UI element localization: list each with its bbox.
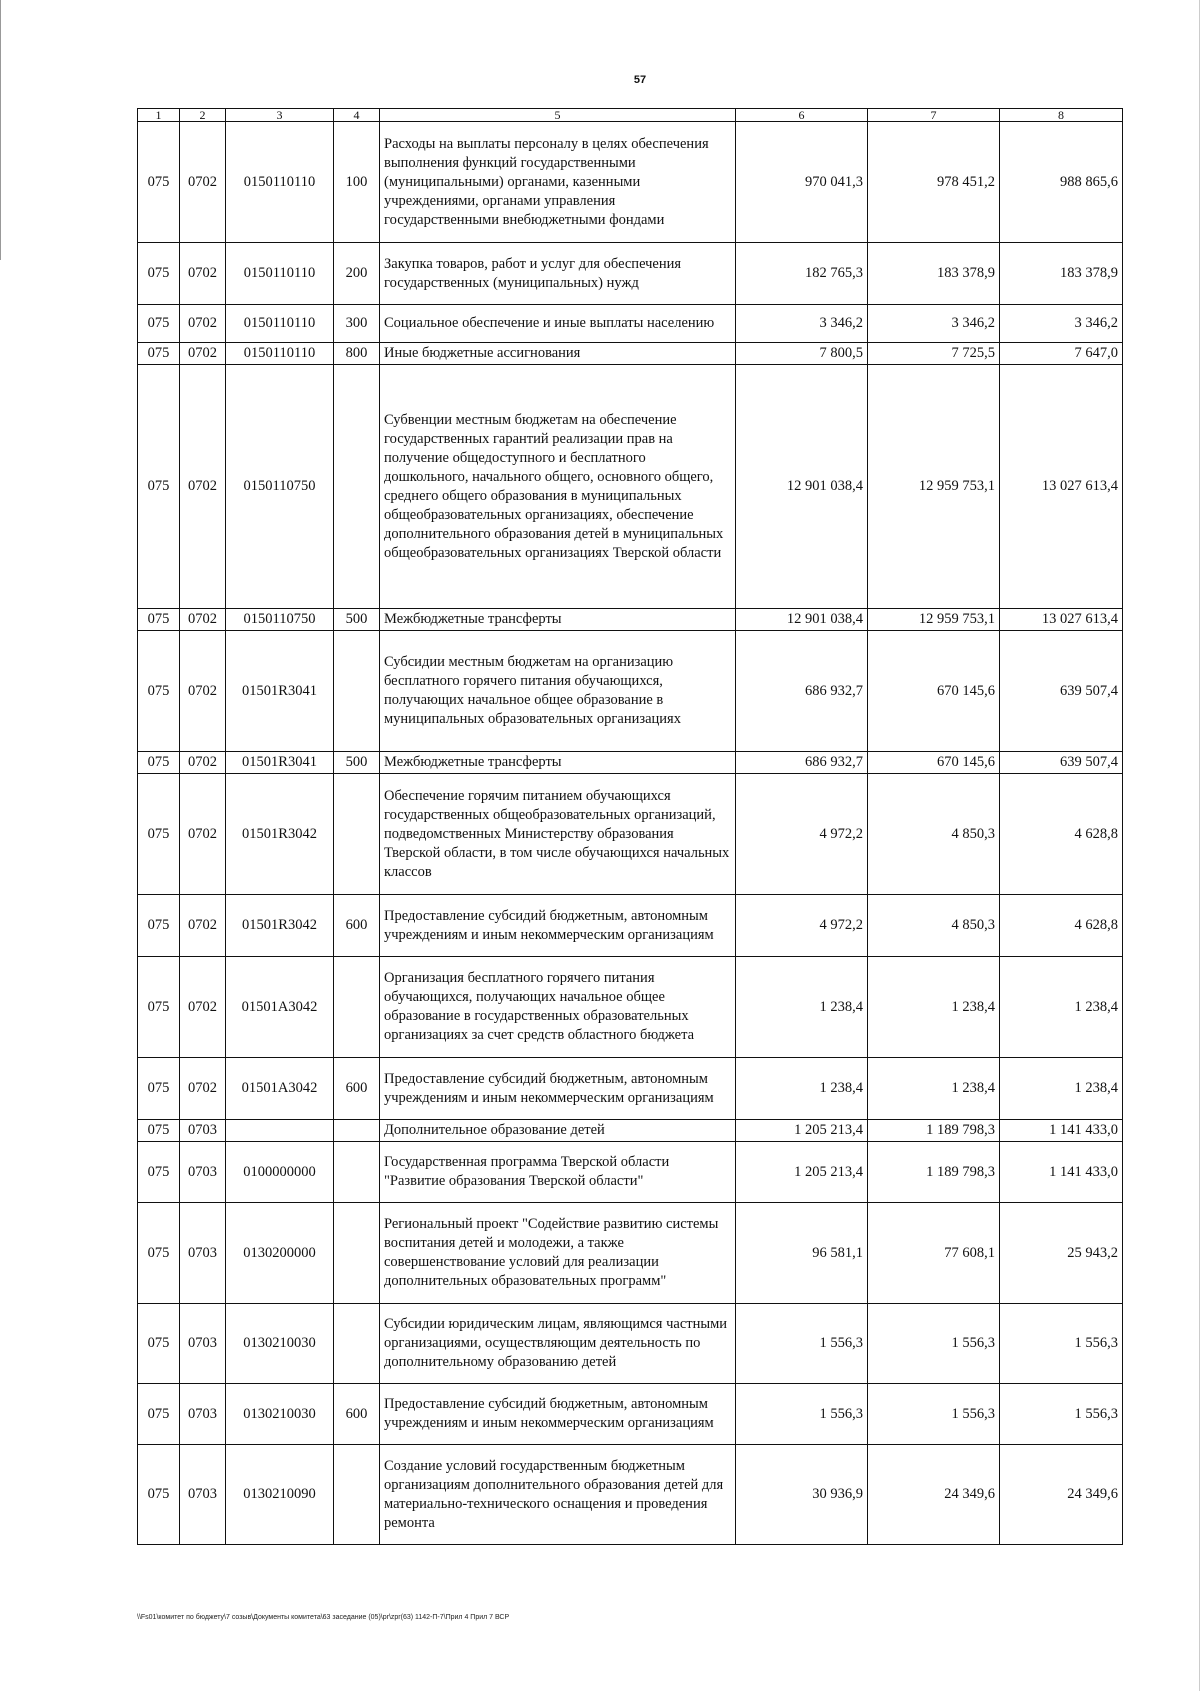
description: Дополнительное образование детей xyxy=(380,1120,736,1142)
table-row xyxy=(138,1142,1123,1203)
code-section: 0702 xyxy=(180,631,226,752)
code-target: 0150110750 xyxy=(226,609,334,631)
code-admin: 075 xyxy=(138,1445,180,1545)
value-col8: 13 027 613,4 xyxy=(1000,609,1123,631)
value-col8: 7 647,0 xyxy=(1000,343,1123,365)
code-expense-type xyxy=(334,1304,380,1384)
code-section: 0703 xyxy=(180,1384,226,1445)
table-row xyxy=(138,752,1123,774)
value-col6: 30 936,9 xyxy=(736,1445,868,1545)
code-target: 0100000000 xyxy=(226,1142,334,1203)
table-row xyxy=(138,305,1123,343)
table-row xyxy=(138,631,1123,752)
value-col8: 639 507,4 xyxy=(1000,631,1123,752)
code-expense-type: 500 xyxy=(334,609,380,631)
value-col7: 3 346,2 xyxy=(868,305,1000,343)
value-col7: 1 238,4 xyxy=(868,957,1000,1058)
footer-file-path: \\Fs01\комитет по бюджету\7 созыв\Документы комитета\63 заседание (05)\pr\zpr(63) 1142-П-7\Прил 4 Прил 7 ВСР xyxy=(137,1614,510,1621)
value-col7: 1 238,4 xyxy=(868,1058,1000,1120)
col-header-3: 3 xyxy=(226,109,334,122)
description: Субсидии местным бюджетам на организацию бесплатного горячего питания обучающихся, получающих начальное общее образование в муниципальных образовательных организациях xyxy=(380,631,736,752)
value-col8: 13 027 613,4 xyxy=(1000,365,1123,609)
code-expense-type xyxy=(334,1120,380,1142)
table-row xyxy=(138,609,1123,631)
code-admin: 075 xyxy=(138,752,180,774)
description: Социальное обеспечение и иные выплаты населению xyxy=(380,305,736,343)
code-target: 01501R3041 xyxy=(226,752,334,774)
code-target xyxy=(226,1120,334,1142)
code-admin: 075 xyxy=(138,1304,180,1384)
code-target: 0130210030 xyxy=(226,1384,334,1445)
code-target: 0150110750 xyxy=(226,365,334,609)
description: Предоставление субсидий бюджетным, автономным учреждениям и иным некоммерческим организациям xyxy=(380,1384,736,1445)
value-col6: 970 041,3 xyxy=(736,122,868,243)
code-admin: 075 xyxy=(138,774,180,895)
value-col6: 1 238,4 xyxy=(736,957,868,1058)
code-section: 0702 xyxy=(180,122,226,243)
code-expense-type xyxy=(334,365,380,609)
value-col8: 4 628,8 xyxy=(1000,774,1123,895)
code-admin: 075 xyxy=(138,957,180,1058)
code-expense-type xyxy=(334,631,380,752)
margin-mark-left xyxy=(0,0,1,260)
code-target: 0150110110 xyxy=(226,343,334,365)
description: Государственная программа Тверской области "Развитие образования Тверской области" xyxy=(380,1142,736,1203)
value-col7: 4 850,3 xyxy=(868,895,1000,957)
description: Региональный проект "Содействие развитию системы воспитания детей и молодежи, а также совершенствование условий для реализации дополнительных образовательных программ" xyxy=(380,1203,736,1304)
table-row xyxy=(138,243,1123,305)
value-col8: 25 943,2 xyxy=(1000,1203,1123,1304)
code-section: 0703 xyxy=(180,1203,226,1304)
table-row xyxy=(138,1304,1123,1384)
description: Закупка товаров, работ и услуг для обеспечения государственных (муниципальных) нужд xyxy=(380,243,736,305)
value-col8: 3 346,2 xyxy=(1000,305,1123,343)
value-col7: 24 349,6 xyxy=(868,1445,1000,1545)
code-target: 0150110110 xyxy=(226,305,334,343)
code-target: 01501A3042 xyxy=(226,1058,334,1120)
value-col7: 7 725,5 xyxy=(868,343,1000,365)
col-header-8: 8 xyxy=(1000,109,1123,122)
value-col6: 686 932,7 xyxy=(736,631,868,752)
table-row xyxy=(138,957,1123,1058)
value-col6: 7 800,5 xyxy=(736,343,868,365)
value-col6: 1 205 213,4 xyxy=(736,1120,868,1142)
code-expense-type: 600 xyxy=(334,1058,380,1120)
value-col7: 183 378,9 xyxy=(868,243,1000,305)
code-target: 0150110110 xyxy=(226,122,334,243)
code-admin: 075 xyxy=(138,1120,180,1142)
value-col7: 1 189 798,3 xyxy=(868,1120,1000,1142)
value-col7: 670 145,6 xyxy=(868,752,1000,774)
description: Обеспечение горячим питанием обучающихся государственных общеобразовательных организаций, подведомственных Министерству образования Тверской области, в том числе обучающихся начальных классов xyxy=(380,774,736,895)
value-col7: 978 451,2 xyxy=(868,122,1000,243)
value-col6: 1 205 213,4 xyxy=(736,1142,868,1203)
code-section: 0702 xyxy=(180,243,226,305)
value-col8: 1 238,4 xyxy=(1000,957,1123,1058)
page-number: 57 xyxy=(633,74,647,86)
col-header-6: 6 xyxy=(736,109,868,122)
code-section: 0702 xyxy=(180,774,226,895)
value-col7: 1 556,3 xyxy=(868,1304,1000,1384)
value-col6: 12 901 038,4 xyxy=(736,609,868,631)
value-col6: 1 556,3 xyxy=(736,1384,868,1445)
description: Субсидии юридическим лицам, являющимся частными организациями, осуществляющим деятельность по дополнительному образованию детей xyxy=(380,1304,736,1384)
table-row xyxy=(138,895,1123,957)
code-section: 0703 xyxy=(180,1120,226,1142)
value-col6: 1 556,3 xyxy=(736,1304,868,1384)
value-col8: 1 238,4 xyxy=(1000,1058,1123,1120)
col-header-4: 4 xyxy=(334,109,380,122)
code-expense-type xyxy=(334,1203,380,1304)
code-section: 0703 xyxy=(180,1304,226,1384)
col-header-2: 2 xyxy=(180,109,226,122)
code-section: 0702 xyxy=(180,365,226,609)
description: Предоставление субсидий бюджетным, автономным учреждениям и иным некоммерческим организациям xyxy=(380,895,736,957)
code-target: 01501A3042 xyxy=(226,957,334,1058)
code-expense-type xyxy=(334,1445,380,1545)
code-admin: 075 xyxy=(138,1142,180,1203)
code-expense-type xyxy=(334,774,380,895)
code-section: 0702 xyxy=(180,895,226,957)
col-header-7: 7 xyxy=(868,109,1000,122)
table-row xyxy=(138,1120,1123,1142)
code-expense-type: 100 xyxy=(334,122,380,243)
value-col7: 1 189 798,3 xyxy=(868,1142,1000,1203)
value-col7: 12 959 753,1 xyxy=(868,609,1000,631)
table-row xyxy=(138,122,1123,243)
description: Предоставление субсидий бюджетным, автономным учреждениям и иным некоммерческим организациям xyxy=(380,1058,736,1120)
value-col7: 77 608,1 xyxy=(868,1203,1000,1304)
code-expense-type: 300 xyxy=(334,305,380,343)
code-section: 0702 xyxy=(180,343,226,365)
code-admin: 075 xyxy=(138,343,180,365)
value-col8: 1 141 433,0 xyxy=(1000,1142,1123,1203)
code-expense-type: 600 xyxy=(334,895,380,957)
code-admin: 075 xyxy=(138,122,180,243)
col-header-1: 1 xyxy=(138,109,180,122)
description: Расходы на выплаты персоналу в целях обеспечения выполнения функций государственными (муниципальными) органами, казенными учреждениями, органами управления государственными внебюджетными фондами xyxy=(380,122,736,243)
value-col8: 1 141 433,0 xyxy=(1000,1120,1123,1142)
budget-table xyxy=(137,108,1123,1545)
value-col8: 183 378,9 xyxy=(1000,243,1123,305)
table-row xyxy=(138,1203,1123,1304)
value-col8: 4 628,8 xyxy=(1000,895,1123,957)
code-target: 01501R3042 xyxy=(226,774,334,895)
code-expense-type: 200 xyxy=(334,243,380,305)
description: Межбюджетные трансферты xyxy=(380,752,736,774)
table-row xyxy=(138,1384,1123,1445)
description: Организация бесплатного горячего питания обучающихся, получающих начальное общее образование в государственных образовательных организациях за счет средств областного бюджета xyxy=(380,957,736,1058)
code-admin: 075 xyxy=(138,1203,180,1304)
code-section: 0703 xyxy=(180,1142,226,1203)
value-col6: 3 346,2 xyxy=(736,305,868,343)
value-col8: 1 556,3 xyxy=(1000,1384,1123,1445)
value-col6: 4 972,2 xyxy=(736,774,868,895)
code-admin: 075 xyxy=(138,365,180,609)
code-admin: 075 xyxy=(138,1058,180,1120)
value-col7: 12 959 753,1 xyxy=(868,365,1000,609)
value-col6: 96 581,1 xyxy=(736,1203,868,1304)
description: Субвенции местным бюджетам на обеспечение государственных гарантий реализации прав на получение общедоступного и бесплатного дошкольного, начального общего, основного общего, среднего общего образования в муниципальных общеобразовательных организациях, обеспечение дополнительного образования детей в муниципальных общеобразовательных организациях Тверской области xyxy=(380,365,736,609)
column-number-row xyxy=(138,109,1123,122)
value-col8: 988 865,6 xyxy=(1000,122,1123,243)
value-col7: 670 145,6 xyxy=(868,631,1000,752)
value-col8: 1 556,3 xyxy=(1000,1304,1123,1384)
code-admin: 075 xyxy=(138,1384,180,1445)
col-header-5: 5 xyxy=(380,109,736,122)
value-col8: 639 507,4 xyxy=(1000,752,1123,774)
description: Иные бюджетные ассигнования xyxy=(380,343,736,365)
value-col7: 4 850,3 xyxy=(868,774,1000,895)
code-admin: 075 xyxy=(138,609,180,631)
code-section: 0702 xyxy=(180,1058,226,1120)
code-section: 0702 xyxy=(180,305,226,343)
code-admin: 075 xyxy=(138,631,180,752)
code-section: 0702 xyxy=(180,957,226,1058)
code-section: 0702 xyxy=(180,752,226,774)
table-row xyxy=(138,774,1123,895)
table-row xyxy=(138,343,1123,365)
code-expense-type xyxy=(334,957,380,1058)
code-expense-type: 600 xyxy=(334,1384,380,1445)
code-expense-type xyxy=(334,1142,380,1203)
value-col6: 182 765,3 xyxy=(736,243,868,305)
code-target: 0130200000 xyxy=(226,1203,334,1304)
description: Межбюджетные трансферты xyxy=(380,609,736,631)
description: Создание условий государственным бюджетным организациям дополнительного образования детей для материально-технического оснащения и проведения ремонта xyxy=(380,1445,736,1545)
table-row xyxy=(138,365,1123,609)
code-section: 0703 xyxy=(180,1445,226,1545)
code-admin: 075 xyxy=(138,243,180,305)
code-expense-type: 500 xyxy=(334,752,380,774)
code-section: 0702 xyxy=(180,609,226,631)
code-target: 0130210030 xyxy=(226,1304,334,1384)
code-admin: 075 xyxy=(138,305,180,343)
value-col6: 4 972,2 xyxy=(736,895,868,957)
value-col8: 24 349,6 xyxy=(1000,1445,1123,1545)
value-col6: 686 932,7 xyxy=(736,752,868,774)
code-admin: 075 xyxy=(138,895,180,957)
code-target: 01501R3042 xyxy=(226,895,334,957)
value-col7: 1 556,3 xyxy=(868,1384,1000,1445)
code-target: 01501R3041 xyxy=(226,631,334,752)
value-col6: 12 901 038,4 xyxy=(736,365,868,609)
value-col6: 1 238,4 xyxy=(736,1058,868,1120)
code-target: 0130210090 xyxy=(226,1445,334,1545)
table-row xyxy=(138,1058,1123,1120)
code-target: 0150110110 xyxy=(226,243,334,305)
code-expense-type: 800 xyxy=(334,343,380,365)
table-row xyxy=(138,1445,1123,1545)
